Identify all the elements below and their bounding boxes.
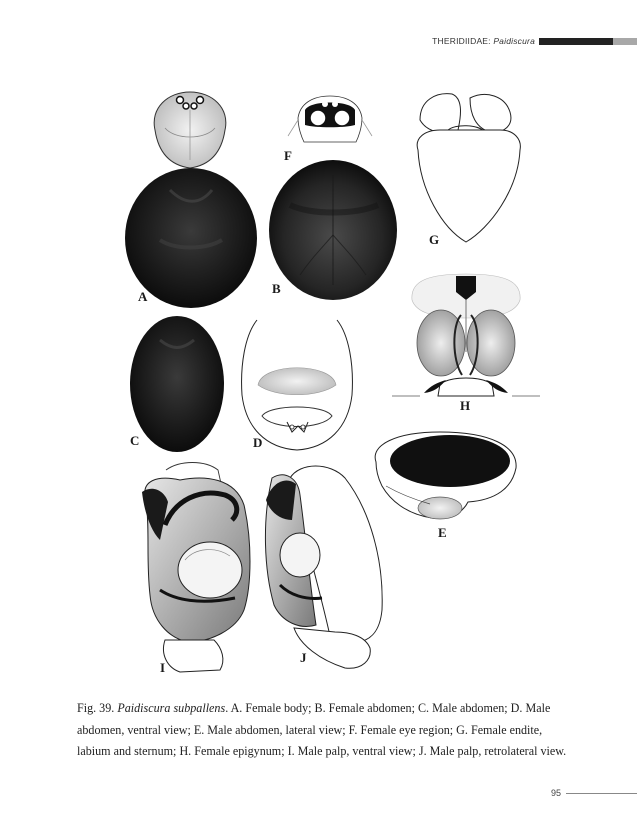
- panel-label-i: I: [160, 660, 166, 675]
- panel-j-male-palp-retrolateral: [265, 466, 382, 668]
- footer-rule: [566, 793, 637, 794]
- panel-label-j: J: [300, 650, 307, 665]
- panel-i-male-palp-ventral: [142, 463, 250, 673]
- panel-label-g: G: [429, 232, 440, 247]
- figure-caption: [77, 698, 577, 763]
- panel-label-c: C: [130, 433, 140, 448]
- panel-g-female-endite-sternum: [417, 94, 520, 242]
- panel-e-male-abdomen-lateral: [375, 432, 516, 519]
- panel-b-female-abdomen: [269, 160, 397, 300]
- panel-a-female-body: [125, 92, 257, 308]
- header-genus: Paidiscura: [493, 36, 535, 46]
- caption-text: . A. Female body; B. Female abdomen; C. Male abdomen; D. Male abdomen, ventral view; E. Male abdomen, lateral view; F. Female eye region; G. Female endite, labium and sternum; H. Female epigynum; I. Male palp, ventral view; J. Male palp, retrolateral view.: [77, 701, 567, 758]
- page-number: 95: [551, 788, 562, 798]
- panel-label-b: B: [272, 281, 281, 296]
- panel-label-d: D: [253, 435, 263, 450]
- panel-label-h: H: [460, 398, 471, 413]
- panel-f-female-eye-region: [288, 96, 372, 142]
- panel-h-female-epigynum: [392, 274, 540, 396]
- panel-label-f: F: [284, 148, 292, 163]
- header-family: THERIDIIDAE:: [432, 36, 491, 46]
- panel-label-e: E: [438, 525, 447, 540]
- panel-d-male-abdomen-ventral: [242, 320, 353, 450]
- caption-species: Paidiscura subpallens: [117, 701, 226, 715]
- caption-fig-label: Fig. 39.: [77, 701, 115, 715]
- panel-label-a: A: [138, 289, 148, 304]
- panel-c-male-abdomen: [130, 316, 224, 452]
